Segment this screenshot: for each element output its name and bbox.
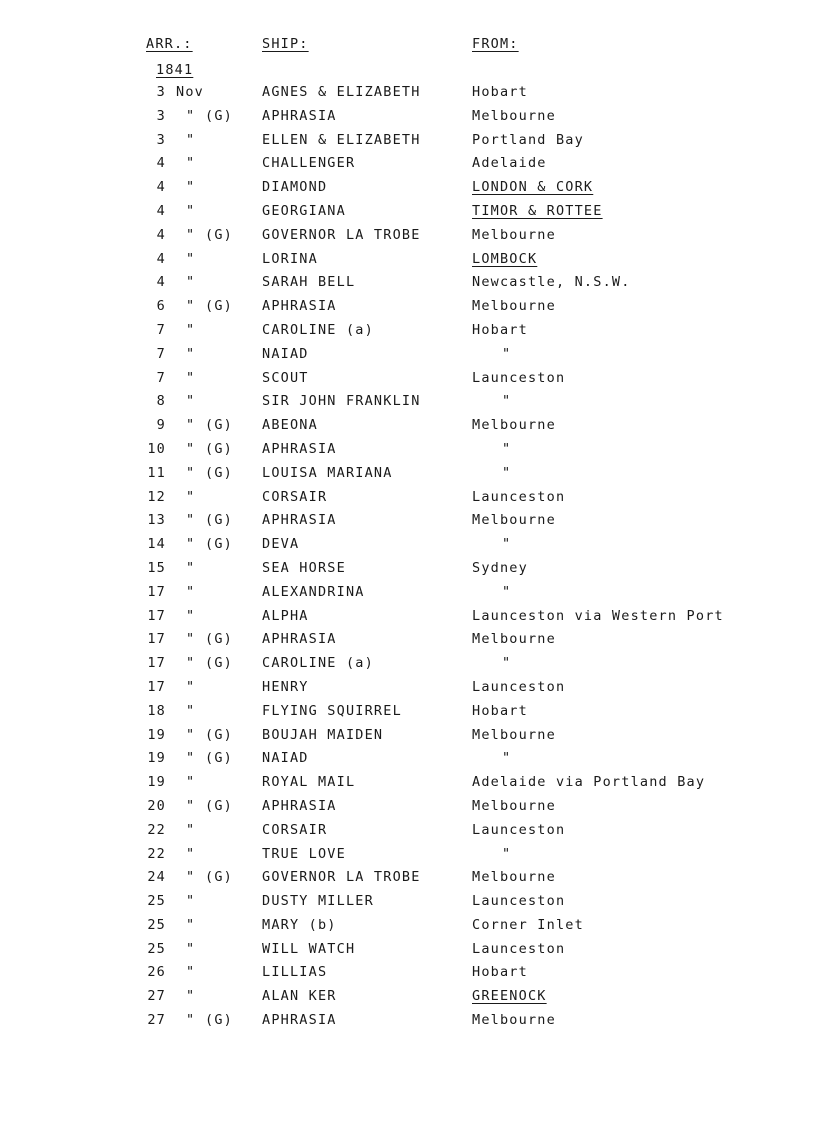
table-row [0, 417, 816, 441]
ship-name: LILLIAS [262, 964, 328, 981]
origin-port: Melbourne [472, 417, 556, 434]
arrival-month: " [186, 274, 196, 291]
arrival-month: " [186, 179, 196, 196]
origin-port: Portland Bay [472, 131, 584, 148]
origin-port: LONDON & CORK [472, 179, 594, 196]
arrivals-list [0, 84, 816, 1036]
ship-name: SEA HORSE [262, 559, 346, 576]
arrival-month: " [186, 417, 196, 434]
arrival-month: " [186, 345, 196, 362]
origin-port: Launceston [472, 369, 566, 386]
ship-name: DUSTY MILLER [262, 893, 374, 910]
arrival-day: 3 [156, 84, 166, 100]
ship-name: ALAN KER [262, 988, 337, 1005]
ship-name: CHALLENGER [262, 155, 356, 172]
arrival-day: 3 [156, 131, 166, 148]
government-marker: (G) [205, 797, 233, 814]
table-row [0, 941, 816, 965]
origin-port: " [502, 655, 512, 672]
origin-port: Melbourne [472, 1012, 556, 1029]
arrival-month: " [186, 940, 196, 957]
ship-name: GOVERNOR LA TROBE [262, 226, 421, 243]
arrival-month: " [186, 131, 196, 148]
arrival-day: 26 [147, 964, 166, 981]
ship-name: FLYING SQUIRREL [262, 702, 402, 719]
table-row [0, 798, 816, 822]
ship-name: ABEONA [262, 417, 318, 434]
government-marker: (G) [205, 655, 233, 672]
origin-port: Melbourne [472, 631, 556, 648]
arrival-day: 19 [147, 774, 166, 791]
arrival-day: 27 [147, 988, 166, 1005]
arrival-month: " [186, 869, 196, 886]
table-row [0, 179, 816, 203]
arrival-day: 10 [147, 440, 166, 457]
table-row [0, 512, 816, 536]
arrival-day: 7 [156, 321, 166, 338]
arrival-month: Nov [176, 84, 204, 100]
arrival-month: " [186, 393, 196, 410]
arrival-month: " [186, 583, 196, 600]
ship-name: ROYAL MAIL [262, 774, 356, 791]
table-row [0, 750, 816, 774]
table-row [0, 584, 816, 608]
government-marker: (G) [205, 512, 233, 529]
ship-name: CORSAIR [262, 821, 328, 838]
table-row [0, 274, 816, 298]
table-row [0, 822, 816, 846]
table-row [0, 346, 816, 370]
origin-port: Adelaide [472, 155, 547, 172]
origin-port: Hobart [472, 84, 528, 100]
ship-name: LORINA [262, 250, 318, 267]
origin-port: Newcastle, N.S.W. [472, 274, 631, 291]
origin-port: Melbourne [472, 298, 556, 315]
ship-name: CAROLINE (a) [262, 655, 374, 672]
ship-name: APHRASIA [262, 440, 337, 457]
arrival-day: 24 [147, 869, 166, 886]
ship-name: APHRASIA [262, 512, 337, 529]
table-row [0, 917, 816, 941]
arrival-month: " [186, 202, 196, 219]
arrival-month: " [186, 440, 196, 457]
table-row [0, 631, 816, 655]
header-arrival: ARR.: [146, 36, 193, 52]
arrival-month: " [186, 893, 196, 910]
table-row [0, 370, 816, 394]
arrival-day: 9 [156, 417, 166, 434]
table-row [0, 727, 816, 751]
arrival-day: 14 [147, 536, 166, 553]
ship-name: WILL WATCH [262, 940, 356, 957]
ship-name: SARAH BELL [262, 274, 356, 291]
ship-name: APHRASIA [262, 1012, 337, 1029]
arrival-day: 17 [147, 631, 166, 648]
arrival-day: 17 [147, 678, 166, 695]
ship-name: AGNES & ELIZABETH [262, 84, 421, 100]
arrival-day: 11 [147, 464, 166, 481]
origin-port: " [502, 750, 512, 767]
origin-port: Melbourne [472, 797, 556, 814]
government-marker: (G) [205, 869, 233, 886]
ship-name: ELLEN & ELIZABETH [262, 131, 421, 148]
arrival-month: " [186, 226, 196, 243]
table-row [0, 132, 816, 156]
arrival-day: 27 [147, 1012, 166, 1029]
arrival-month: " [186, 107, 196, 124]
table-row [0, 84, 816, 108]
arrival-day: 4 [156, 226, 166, 243]
table-row [0, 298, 816, 322]
government-marker: (G) [205, 1012, 233, 1029]
arrival-month: " [186, 250, 196, 267]
origin-port: Melbourne [472, 226, 556, 243]
arrival-day: 22 [147, 845, 166, 862]
ship-name: MARY (b) [262, 916, 337, 933]
ship-name: GEORGIANA [262, 202, 346, 219]
table-row [0, 703, 816, 727]
arrival-month: " [186, 155, 196, 172]
table-row [0, 393, 816, 417]
arrival-month: " [186, 536, 196, 553]
government-marker: (G) [205, 631, 233, 648]
arrival-month: " [186, 512, 196, 529]
year-label: 1841 [156, 62, 194, 78]
arrival-day: 6 [156, 298, 166, 315]
origin-port: Adelaide via Portland Bay [472, 774, 706, 791]
arrival-month: " [186, 750, 196, 767]
ship-name: CORSAIR [262, 488, 328, 505]
arrival-day: 17 [147, 583, 166, 600]
arrival-month: " [186, 726, 196, 743]
government-marker: (G) [205, 226, 233, 243]
ship-name: GOVERNOR LA TROBE [262, 869, 421, 886]
origin-port: Sydney [472, 559, 528, 576]
table-row [0, 560, 816, 584]
origin-port: LOMBOCK [472, 250, 538, 267]
table-row [0, 441, 816, 465]
arrival-day: 19 [147, 726, 166, 743]
origin-port: Melbourne [472, 512, 556, 529]
arrival-month: " [186, 298, 196, 315]
table-row [0, 608, 816, 632]
ship-name: APHRASIA [262, 631, 337, 648]
origin-port: Launceston [472, 821, 566, 838]
origin-port: " [502, 583, 512, 600]
arrival-day: 4 [156, 202, 166, 219]
government-marker: (G) [205, 417, 233, 434]
table-row [0, 988, 816, 1012]
origin-port: Melbourne [472, 869, 556, 886]
origin-port: Corner Inlet [472, 916, 584, 933]
table-row [0, 489, 816, 513]
origin-port: Launceston [472, 940, 566, 957]
arrival-month: " [186, 964, 196, 981]
arrival-day: 17 [147, 607, 166, 624]
arrival-day: 15 [147, 559, 166, 576]
table-row [0, 1012, 816, 1036]
government-marker: (G) [205, 464, 233, 481]
arrival-month: " [186, 702, 196, 719]
origin-port: Hobart [472, 964, 528, 981]
government-marker: (G) [205, 440, 233, 457]
arrival-day: 4 [156, 155, 166, 172]
arrival-month: " [186, 464, 196, 481]
arrival-day: 7 [156, 345, 166, 362]
table-row [0, 869, 816, 893]
table-row [0, 203, 816, 227]
origin-port: " [502, 845, 512, 862]
arrival-month: " [186, 821, 196, 838]
origin-port: " [502, 345, 512, 362]
government-marker: (G) [205, 298, 233, 315]
origin-port: TIMOR & ROTTEE [472, 202, 603, 219]
origin-port: Melbourne [472, 726, 556, 743]
arrival-day: 12 [147, 488, 166, 505]
arrival-month: " [186, 607, 196, 624]
arrival-month: " [186, 988, 196, 1005]
table-row [0, 155, 816, 179]
arrival-month: " [186, 369, 196, 386]
ship-name: APHRASIA [262, 298, 337, 315]
government-marker: (G) [205, 750, 233, 767]
ship-name: APHRASIA [262, 797, 337, 814]
ship-name: BOUJAH MAIDEN [262, 726, 384, 743]
table-row [0, 536, 816, 560]
arrival-day: 25 [147, 916, 166, 933]
origin-port: " [502, 536, 512, 553]
origin-port: GREENOCK [472, 988, 547, 1005]
table-row [0, 893, 816, 917]
ship-name: NAIAD [262, 750, 309, 767]
arrival-day: 25 [147, 940, 166, 957]
arrival-day: 4 [156, 274, 166, 291]
table-row [0, 846, 816, 870]
table-row [0, 465, 816, 489]
ship-name: SIR JOHN FRANKLIN [262, 393, 421, 410]
origin-port: Melbourne [472, 107, 556, 124]
table-row [0, 964, 816, 988]
table-row [0, 655, 816, 679]
arrival-month: " [186, 774, 196, 791]
government-marker: (G) [205, 726, 233, 743]
table-row [0, 322, 816, 346]
arrival-day: 7 [156, 369, 166, 386]
header-from: FROM: [472, 36, 519, 52]
arrival-day: 18 [147, 702, 166, 719]
origin-port: " [502, 393, 512, 410]
arrival-month: " [186, 916, 196, 933]
arrival-month: " [186, 678, 196, 695]
arrival-day: 8 [156, 393, 166, 410]
table-row [0, 227, 816, 251]
arrival-month: " [186, 488, 196, 505]
arrival-month: " [186, 321, 196, 338]
origin-port: Hobart [472, 702, 528, 719]
ship-name: CAROLINE (a) [262, 321, 374, 338]
origin-port: Hobart [472, 321, 528, 338]
table-row [0, 774, 816, 798]
arrival-month: " [186, 1012, 196, 1029]
arrival-day: 19 [147, 750, 166, 767]
table-row [0, 251, 816, 275]
arrival-month: " [186, 631, 196, 648]
arrival-day: 4 [156, 179, 166, 196]
origin-port: Launceston [472, 488, 566, 505]
ship-name: TRUE LOVE [262, 845, 346, 862]
ship-name: DIAMOND [262, 179, 328, 196]
ship-name: ALPHA [262, 607, 309, 624]
arrival-day: 22 [147, 821, 166, 838]
arrival-day: 13 [147, 512, 166, 529]
arrival-day: 17 [147, 655, 166, 672]
ship-name: NAIAD [262, 345, 309, 362]
origin-port: Launceston [472, 893, 566, 910]
arrival-day: 25 [147, 893, 166, 910]
government-marker: (G) [205, 107, 233, 124]
arrival-day: 20 [147, 797, 166, 814]
origin-port: " [502, 440, 512, 457]
government-marker: (G) [205, 536, 233, 553]
ship-name: LOUISA MARIANA [262, 464, 393, 481]
ship-name: SCOUT [262, 369, 309, 386]
ship-name: APHRASIA [262, 107, 337, 124]
table-row [0, 679, 816, 703]
arrival-day: 4 [156, 250, 166, 267]
ship-name: DEVA [262, 536, 300, 553]
ship-name: ALEXANDRINA [262, 583, 365, 600]
arrival-month: " [186, 797, 196, 814]
arrival-month: " [186, 655, 196, 672]
arrival-day: 3 [156, 107, 166, 124]
header-ship: SHIP: [262, 36, 309, 52]
origin-port: Launceston via Western Port [472, 607, 724, 624]
origin-port: " [502, 464, 512, 481]
origin-port: Launceston [472, 678, 566, 695]
arrival-month: " [186, 559, 196, 576]
arrival-month: " [186, 845, 196, 862]
table-row [0, 108, 816, 132]
ship-name: HENRY [262, 678, 309, 695]
